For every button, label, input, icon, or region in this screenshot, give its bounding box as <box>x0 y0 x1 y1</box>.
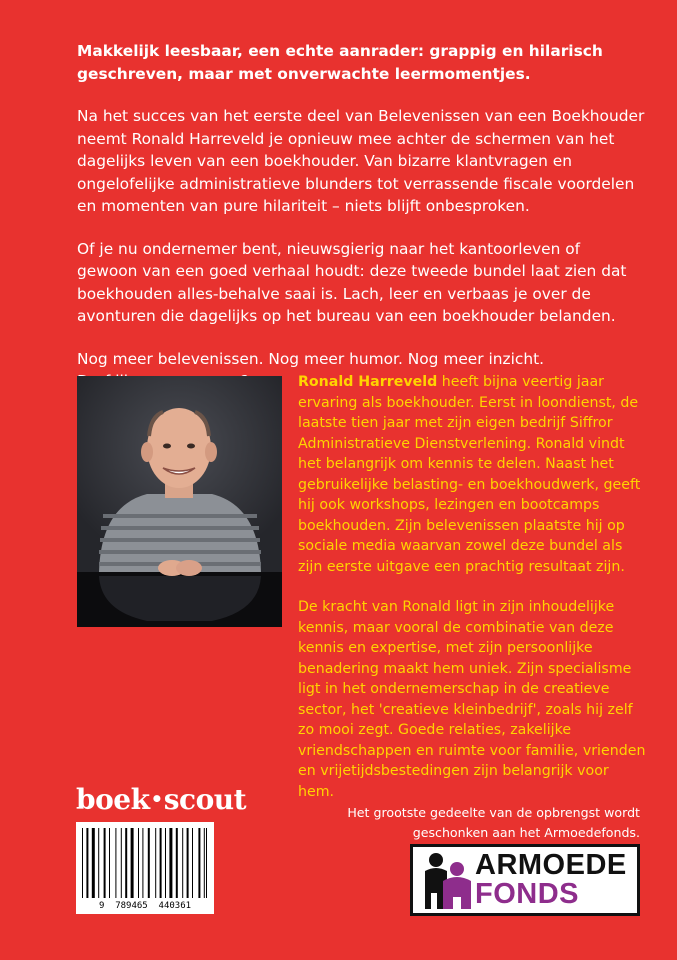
armoedefonds-word-2: FONDS <box>475 878 579 910</box>
author-photo <box>77 376 282 627</box>
author-bio <box>298 372 648 822</box>
publisher-logo-dot: • <box>150 787 163 811</box>
donation-line-1: Het grootste gedeelte van de opbrengst wordt <box>347 805 640 820</box>
armoedefonds-logo <box>410 844 640 916</box>
blurb-paragraph-2: Of je nu ondernemer bent, nieuwsgierig naar het kantoorleven of gewoon van een goed verhaal houdt: deze tweede bundel laat zien dat boekhouden alles-behalve saai is. Lach, leer en verbaas je over de avonturen die dagelijks op het bureau van een boekhouder belanden. <box>77 239 627 325</box>
blurb-lead: Makkelijk leesbaar, een echte aanrader: grappig en hilarisch geschreven, maar met onverwachte leermomentjes. <box>77 42 603 83</box>
author-portrait-illustration <box>77 376 282 627</box>
blurb-paragraph-1: Na het succes van het eerste deel van Belevenissen van een Boekhouder neemt Ronald Harreveld je opnieuw mee achter de schermen van het dagelijks leven van een boekhouder. Van bizarre klantvragen en ongelofelijke administratieve blunders tot verrassende fiscale voordelen en momenten van pure hilariteit – niets blijft onbesproken. <box>77 107 645 215</box>
donation-note <box>330 803 640 843</box>
bio-paragraph-2: De kracht van Ronald ligt in zijn inhoudelijke kennis, maar vooral de combinatie van deze kennis en expertise, met zijn persoonlijke benadering maakt hem uniek. Zijn specialisme ligt in het ondernemerschap in de creatieve sector, het 'creatieve kleinbedrijf', zoals hij zelf zo mooi zegt. Goede relaties, zakelijke vriendschappen en ruimte voor familie, vrienden en vrijetijdsbestedingen zijn belangrijk voor hem. <box>298 599 646 800</box>
bio-paragraph-1 <box>298 372 648 577</box>
donation-line-2: geschonken aan het Armoedefonds. <box>412 825 640 840</box>
author-name: Ronald Harreveld <box>298 374 438 390</box>
blurb-closing-line-1: Nog meer belevenissen. Nog meer humor. Nog meer inzicht. <box>77 349 545 368</box>
publisher-logo-part1: boek <box>76 783 150 816</box>
people-figures-icon <box>419 851 473 911</box>
armoedefonds-word-1: ARMOEDE <box>475 849 627 881</box>
barcode-digits: 9 789465 440361 <box>98 901 192 911</box>
publisher-logo-part2: scout <box>163 783 247 816</box>
isbn-barcode <box>76 822 214 914</box>
back-cover-blurb <box>77 40 645 393</box>
publisher-logo <box>76 782 246 817</box>
bio-paragraph-1-text: heeft bijna veertig jaar ervaring als boekhouder. Eerst in loondienst, de laatste tien jaar met zijn eigen bedrijf Siffror Administratieve Dienstverlening. Ronald vindt het belangrijk om kennis te delen. Naast het gebruikelijke belasting- en boekhoudwerk, geeft hij ook workshops, lezingen en bootcamps boekhouden. Zijn belevenissen plaatste hij op sociale media waarvan zowel deze bundel als zijn eerste uitgave een prachtig resultaat zijn. <box>298 374 641 575</box>
